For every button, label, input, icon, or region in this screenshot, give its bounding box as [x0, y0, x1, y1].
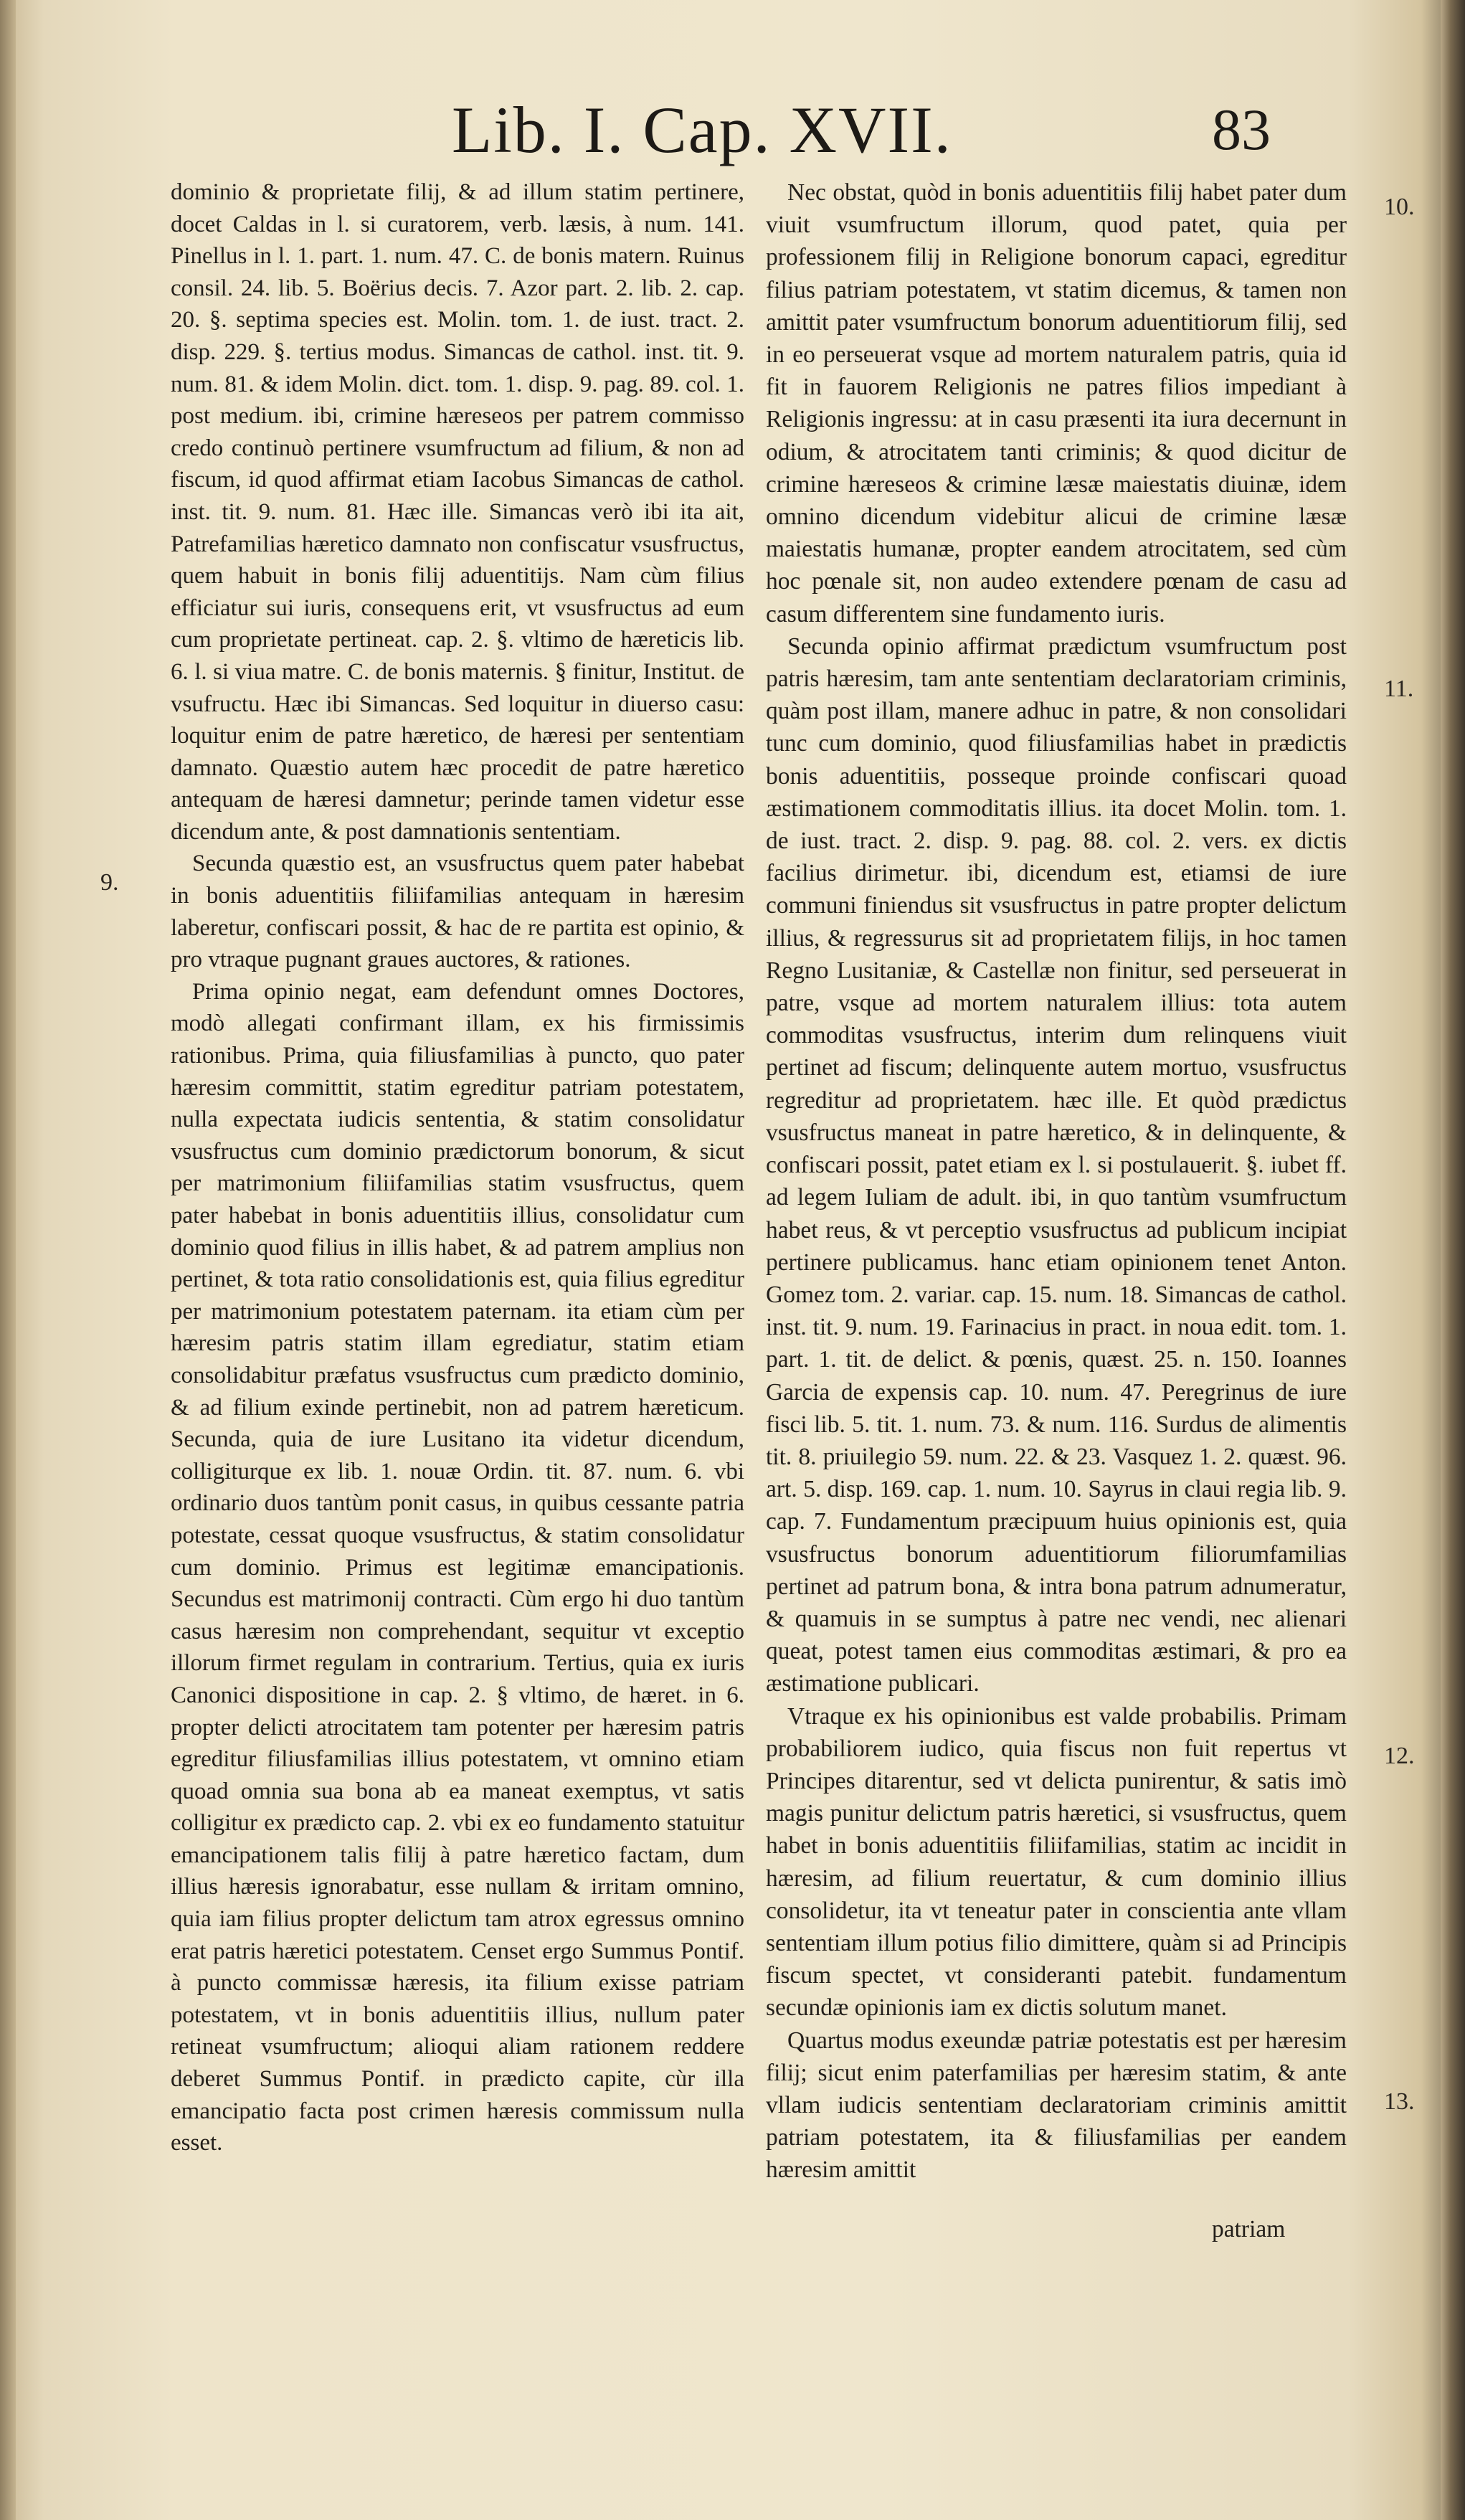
paragraph: Secunda opinio affirmat prædictum vsumfructum post patris hæresim, tam ante sententiam declaratoriam criminis, quàm post illam, manere adhuc in patre, & non consolidari tunc cum dominio, quod filiusfamilias habet in prædictis bonis aduentitiis, posseque proinde confiscari quoad æstimationem commoditatis illius. ita docet Molin. tom. 1. de iust. tract. 2. disp. 9. pag. 88. col. 2. vers. ex dictis facilius dirimetur. ibi, dicendum est, etiamsi de iure communi finiendus sit vsusfructus in patre propter delictum illius, & regressurus sit ad proprietatem filijs, in hoc tamen Regno Lusitaniæ, & Castellæ non finitur, sed perseuerat in patre, vsque ad mortem naturalem illius: tota autem commoditas vsusfructus, interim dum relinquens viuit pertinet ad fiscum; delinquente autem mortuo, vsusfructus regreditur ad proprietatem. hæc ille. Et quòd prædictus vsusfructus maneat in patre hæretico, & in delinquente, & confiscari possit, patet etiam ex l. si postulauerit. §. iubet ff. ad legem Iuliam de adult. ibi, in quo tantùm vsumfructum habet reus, & vt perceptio vsusfructus ad publicum incipiat pertinere publicamus. hanc etiam opinionem tenet Anton. Gomez tom. 2. variar. cap. 15. num. 18. Simancas de cathol. inst. tit. 9. num. 19. Farinacius in pract. in noua edit. tom. 1. part. 1. tit. de delict. & pœnis, quæst. 25. n. 150. Ioannes Garcia de expensis cap. 10. num. 47. Peregrinus de iure fisci lib. 5. tit. 1. num. 73. & num. 116. Surdus de alimentis tit. 8. priuilegio 59. num. 22. & 23. Vasquez 1. 2. quæst. 96. art. 5. disp. 169. cap. 1. num. 10. Sayrus in claui regia lib. 9. cap. 7. Fundamentum præcipuum huius opinionis est, quia vsusfructus bonorum aduentitiorum filiorumfamilias pertinet ad patrum bona, & intra bona patrum adnumeratur, & quamuis in se sumptus à patre nec vendi, nec alienari queat, potest tamen eius commoditas æstimari, & pro ea æstimatione publicari.: [766, 633, 1347, 1697]
right-column: [766, 176, 1347, 2187]
margin-number-10: 10.: [1384, 194, 1415, 220]
margin-number-9: 9.: [100, 869, 119, 896]
margin-number-12: 12.: [1384, 1743, 1415, 1769]
running-head: Lib. I. Cap. XVII.: [452, 93, 952, 166]
page-header: [0, 92, 1465, 171]
paragraph: dominio & proprietate filij, & ad illum statim pertinere, docet Caldas in l. si curatorem, verb. læsis, à num. 141. Pinellus in l. 1. part. 1. num. 47. C. de bonis matern. Ruinus consil. 24. lib. 5. Boërius decis. 7. Azor part. 2. lib. 2. cap. 20. §. septima species est. Molin. tom. 1. de iust. tract. 2. disp. 229. §. tertius modus. Simancas de cathol. inst. tit. 9. num. 81. & idem Molin. dict. tom. 1. disp. 9. pag. 89. col. 1. post medium. ibi, crimine hæreseos per patrem commisso credo continuò pertinere vsumfructum ad filium, & non ad fiscum, id quod affirmat etiam Iacobus Simancas de cathol. inst. tit. 9. num. 81. Hæc ille. Simancas verò ibi ita ait, Patrefamilias hæretico damnato non confiscatur vsusfructus, quem habuit in bonis filij aduentitijs. Nam cùm filius efficiatur sui iuris, consequens erit, vt vsusfructus ad eum cum proprietate pertineat. cap. 2. §. vltimo de hæreticis lib. 6. l. si viua matre. C. de bonis maternis. § finitur, Institut. de vsufructu. Hæc ibi Simancas. Sed loquitur in diuerso casu: loquitur enim de patre hæretico, de hæresi per sententiam damnato. Quæstio autem hæc procedit de patre hæretico antequam de hæresi damnetur; perinde tamen videtur esse dicendum ante, & post damnationis sententiam.: [171, 179, 744, 845]
margin-number-11: 11.: [1384, 676, 1414, 702]
paragraph: Nec obstat, quòd in bonis aduentitiis filij habet pater dum viuit vsumfructum illorum, quod patet, quia per professionem filij in Religione bonorum capaci, egreditur filius patriam potestatem, vt statim dicemus, & tamen non amittit pater vsumfructum bonorum aduentitiorum filij, sed in eo perseuerat vsque ad mortem naturalem patris, quia id fit in fauorem Religionis ne patres filios impediant à Religionis ingressu: at in casu præsenti ita iura decernunt in odium, & atrocitatem tanti criminis; & quod dicitur de crimine hæreseos & crimine læsæ maiestatis diuinæ, idem omnino dicendum videbitur alicui de crimine læsæ maiestatis humanæ, propter eandem atrocitatem, sed cùm hoc pœnale sit, non audeo extendere pœnam de casu ad casum differentem sine fundamento iuris.: [766, 179, 1347, 627]
page-edge-shadow: [1441, 0, 1465, 2520]
page-number: 83: [1212, 97, 1271, 162]
book-gutter: [0, 0, 16, 2520]
margin-number-13: 13.: [1384, 2088, 1415, 2115]
catchword: patriam: [1212, 2216, 1286, 2242]
paragraph: Secunda quæstio est, an vsusfructus quem pater habebat in bonis aduentitiis filiifamilias antequam in hæresim laberetur, confiscari possit, & hac de re partita est opinio, & pro vtraque pugnant graues auctores, & rationes.: [171, 851, 744, 973]
paragraph: Vtraque ex his opinionibus est valde probabilis. Primam probabiliorem iudico, quia fiscus non fuit repertus vt Principes ditarentur, sed vt delicta punirentur, & satis imò magis punitur delictum patris hæretici, si vsusfructus, quem habet in bonis aduentitiis filiifamilias, statim ac incidit in hæresim, ad filium reuertatur, & cum dominio illius consolidetur, ita vt teneatur pater in conscientia ante vllam sententiam illum potius filio dimittere, quàm si ad Principis fiscum spectet, vt consideranti patebit. fundamentum secundæ opinionis iam ex dictis solutum manet.: [766, 1702, 1347, 2022]
left-column: [171, 176, 744, 2159]
paragraph: Prima opinio negat, eam defendunt omnes Doctores, modò allegati confirmant illam, ex his firmissimis rationibus. Prima, quia filiusfamilias à puncto, quo pater hæresim committit, statim egreditur patriam potestatem, nulla expectata iudicis sententia, & statim consolidatur vsusfructus cum dominio prædictorum bonorum, & sicut per matrimonium filiifamilias statim vsusfructus, quem pater habebat in bonis aduentitiis illius, consolidatur cum dominio quod filius in illis habet, & ad patrem amplius non pertinet, & tota ratio consolidationis est, quia filius egreditur per matrimonium potestatem paternam. ita etiam cùm per hæresim patris statim illam egrediatur, statim etiam consolidabitur præfatus vsusfructus cum prædicto dominio, & ad filium exinde pertinebit, non ad patrem hæreticum. Secunda, quia de iure Lusitano ita videtur dicendum, colligiturque ex lib. 1. nouæ Ordin. tit. 87. num. 6. vbi ordinario duos tantùm ponit casus, in quibus cessante patria potestate, cessat quoque vsusfructus, & statim consolidatur cum dominio. Primus est legitimæ emancipationis. Secundus est matrimonij contracti. Cùm ergo hi duo tantùm casus hæresim non comprehendant, sequitur vt exceptio illorum firmet regulam in contrarium. Tertius, quia ex iuris Canonici dispositione in cap. 2. § vltimo, de hæret. in 6. propter delicti atrocitatem tam potenter per hæresim patris egreditur filiusfamilias illius potestatem, vt omnino etiam quoad omnia sua bona ab ea maneat exemptus, vt satis colligitur ex prædicto cap. 2. vbi ex eo fundamento statuitur emancipationem talis filij à patre hæretico factam, dum illius hæresis ignorabatur, esse nullam & irritam omnino, quia iam filius propter delictum tam atrox egressus omnino erat patris hæretici potestatem. Censet ergo Summus Pontif. à puncto commissæ hæresis, ita filium exisse patriam potestatem, vt in bonis aduentitiis illius, nullum pater retineat vsumfructum; alioqui aliam rationem reddere deberet Summus Pontif. in prædicto capite, cùr illa emancipatio facta post crimen hæresis commissum nulla esset.: [171, 978, 744, 2156]
paragraph: Quartus modus exeundæ patriæ potestatis est per hæresim filij; sicut enim paterfamilias per hæresim statim, & ante vllam iudicis sententiam declaratoriam criminis amittit patriam potestatem, ita & filiusfamilias per eandem hæresim amittit: [766, 2027, 1347, 2184]
